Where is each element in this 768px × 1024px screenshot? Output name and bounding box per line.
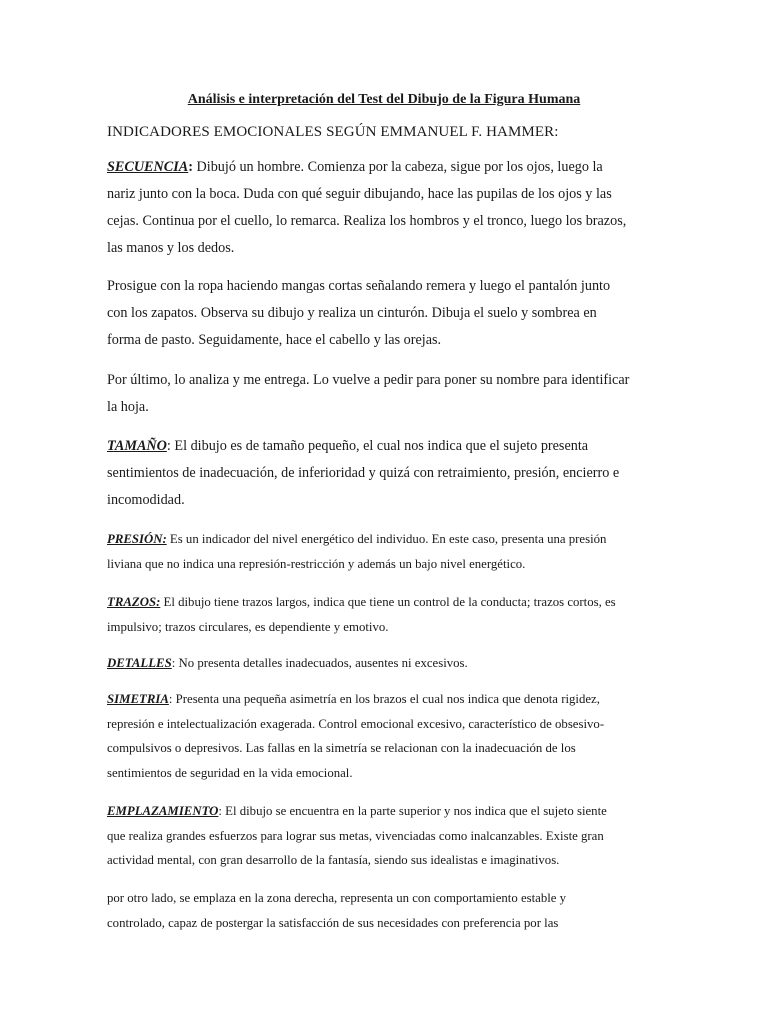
emplazamiento-label: EMPLAZAMIENTO [107,804,219,818]
paragraph-secuencia: SECUENCIA: Dibujó un hombre. Comienza por la cabeza, sigue por los ojos, luego la nariz junto con la boca. Duda con qué seguir dibujando, hace las pupilas de los ojos y las cejas. Continua por el cuello, lo remarca. Realiza los hombros y el tronco, luego los brazos, las manos y los dedos. [107,159,627,256]
paragraph-otro-lado: por otro lado, se emplaza en la zona derecha, representa un con comportamiento estable y controlado, capaz de postergar la satisfacción de sus necesidades con preferencia por las [107,891,567,930]
paragraph-tamano: TAMAÑO: El dibujo es de tamaño pequeño, el cual nos indica que el sujeto presenta sentimientos de inadecuación, de inferioridad y quizá con retraimiento, presión, encierro e incomodidad. [107,438,620,508]
paragraph-simetria: SIMETRIA: Presenta una pequeña asimetría en los brazos el cual nos indica que denota rigidez, represión e intelectualización exagerada. Control emocional excesivo, característico de obsesivo- compulsivos o depresivos. Las fallas en la simetría se relacionan con la inadecuación de los sentimientos de seguridad en la vida emocional. [107,692,605,780]
paragraph-emplazamiento: EMPLAZAMIENTO: El dibujo se encuentra en la parte superior y nos indica que el sujeto siente que realiza grandes esfuerzos para lograr sus metas, vivenciadas como inalcanzables. Existe gran actividad mental, con gran desarrollo de la fantasía, siendo sus idealistas e imaginativos. [107,804,607,867]
paragraph-ropa: Prosigue con la ropa haciendo mangas cortas señalando remera y luego el pantalón junto con los zapatos. Observa su dibujo y realiza un cinturón. Dibuja el suelo y sombrea en forma de pasto. Seguidamente, hace el cabello y las orejas. [107,278,611,348]
paragraph-ultimo: Por último, lo analiza y me entrega. Lo vuelve a pedir para poner su nombre para identificar la hoja. [107,372,630,415]
simetria-label: SIMETRIA [107,692,169,706]
paragraph-presion: PRESIÓN: Es un indicador del nivel energético del individuo. En este caso, presenta una presión liviana que no indica una represión-restricción y además un bajo nivel energético. [107,532,607,571]
document-title: Análisis e interpretación del Test del Dibujo de la Figura Humana [187,92,581,107]
paragraph-detalles: DETALLES: No presenta detalles inadecuados, ausentes ni excesivos. [107,656,468,670]
detalles-label: DETALLES [107,656,172,670]
trazos-label: TRAZOS: [107,595,161,609]
secuencia-label: SECUENCIA [107,159,189,175]
tamano-label: TAMAÑO [107,438,167,454]
section-heading: INDICADORES EMOCIONALES SEGÚN EMMANUEL F. HAMMER: [107,124,559,140]
presion-label: PRESIÓN: [107,532,167,546]
paragraph-trazos: TRAZOS: El dibujo tiene trazos largos, indica que tiene un control de la conducta; trazos cortos, es impulsivo; trazos circulares, es dependiente y emotivo. [107,595,616,634]
